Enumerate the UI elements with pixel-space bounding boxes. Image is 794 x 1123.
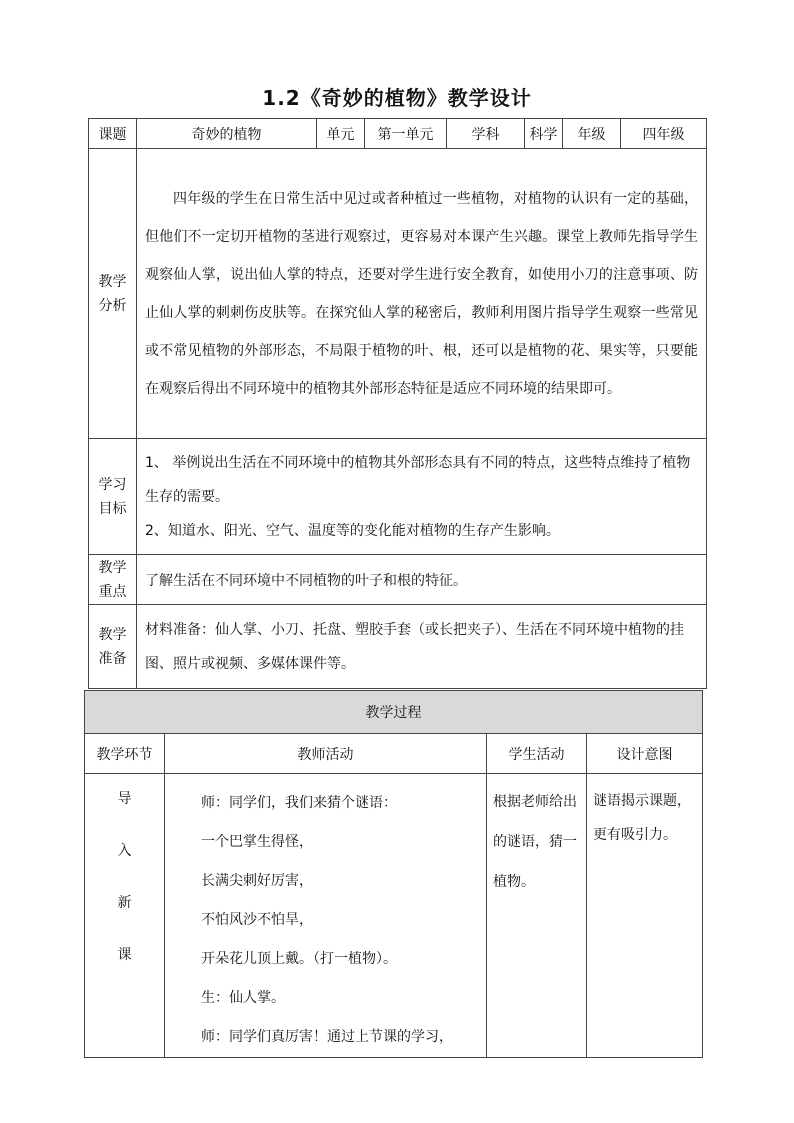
lesson-value: 奇妙的植物 — [137, 119, 317, 149]
teacher-line: 师：同学们真厉害！通过上节课的学习， — [201, 1029, 453, 1045]
info-row — [89, 119, 707, 149]
analysis-row — [89, 149, 707, 439]
goals-text — [137, 439, 707, 555]
grade-label: 年级 — [563, 119, 621, 149]
col-student: 学生活动 — [487, 734, 587, 774]
key-points-row — [89, 555, 707, 605]
student-activity: 根据老师给出的谜语，猜一植物。 — [487, 774, 587, 1058]
process-column-headers — [85, 734, 703, 774]
teacher-line: 不怕风沙不怕旱， — [201, 912, 313, 928]
unit-value: 第一单元 — [365, 119, 447, 149]
grade-value: 四年级 — [621, 119, 707, 149]
subject-value: 科学 — [525, 119, 563, 149]
lesson-info-table — [88, 118, 707, 689]
col-teacher: 教师活动 — [165, 734, 487, 774]
teacher-line: 师：同学们，我们来猜个谜语： — [201, 795, 397, 811]
process-heading-row — [85, 691, 703, 734]
teacher-activity — [165, 774, 487, 1058]
key-points-text: 了解生活在不同环境中不同植物的叶子和根的特征。 — [137, 555, 707, 605]
preparation-row — [89, 605, 707, 689]
analysis-label: 教学 分析 — [89, 149, 137, 439]
process-table — [84, 690, 703, 1058]
goal-item-1: 1、 举例说出生活在不同环境中的植物其外部形态具有不同的特点，这些特点维持了植物生存的需要。 — [145, 454, 691, 505]
teacher-line: 长满尖刺好厉害， — [201, 873, 313, 889]
preparation-text: 材料准备：仙人掌、小刀、托盘、塑胶手套（或长把夹子）、生活在不同环境中植物的挂图、照片或视频、多媒体课件等。 — [137, 605, 707, 689]
teacher-line: 生：仙人掌。 — [201, 990, 285, 1006]
stage-char: 入 — [117, 843, 132, 859]
stage-char: 课 — [117, 947, 132, 963]
page-title: 1.2《奇妙的植物》教学设计 — [262, 86, 532, 110]
col-stage: 教学环节 — [85, 734, 165, 774]
goal-item-2: 2、知道水、阳光、空气、温度等的变化能对植物的生存产生影响。 — [145, 522, 560, 539]
analysis-text: 四年级的学生在日常生活中见过或者种植过一些植物，对植物的认识有一定的基础，但他们不一定切开植物的茎进行观察过，更容易对本课产生兴趣。课堂上教师先指导学生观察仙人掌，说出仙人掌的特点，还要对学生进行安全教育，如使用小刀的注意事项、防止仙人掌的刺刺伤皮肤等。在探究仙人掌的秘密后，教师利用图片指导学生观察一些常见或不常见植物的外部形态，不局限于植物的叶、根，还可以是植物的花、果实等，只要能在观察后得出不同环境中的植物其外部形态特征是适应不同环境的结果即可。 — [137, 149, 707, 439]
stage-cell — [85, 774, 165, 1058]
key-points-label: 教学 重点 — [89, 555, 137, 605]
stage-char: 导 — [117, 791, 132, 807]
goals-row — [89, 439, 707, 555]
preparation-label: 教学 准备 — [89, 605, 137, 689]
goals-label: 学习 目标 — [89, 439, 137, 555]
process-heading: 教学过程 — [85, 691, 703, 734]
design-intent: 谜语揭示课题，更有吸引力。 — [587, 774, 703, 1058]
unit-label: 单元 — [317, 119, 365, 149]
stage-char: 新 — [117, 895, 132, 911]
col-design: 设计意图 — [587, 734, 703, 774]
teacher-line: 一个巴掌生得怪， — [201, 834, 313, 850]
lesson-label: 课题 — [89, 119, 137, 149]
teacher-line: 开朵花儿顶上戴。（打一植物）。 — [201, 951, 397, 967]
process-intro-row — [85, 774, 703, 1058]
subject-label: 学科 — [447, 119, 525, 149]
